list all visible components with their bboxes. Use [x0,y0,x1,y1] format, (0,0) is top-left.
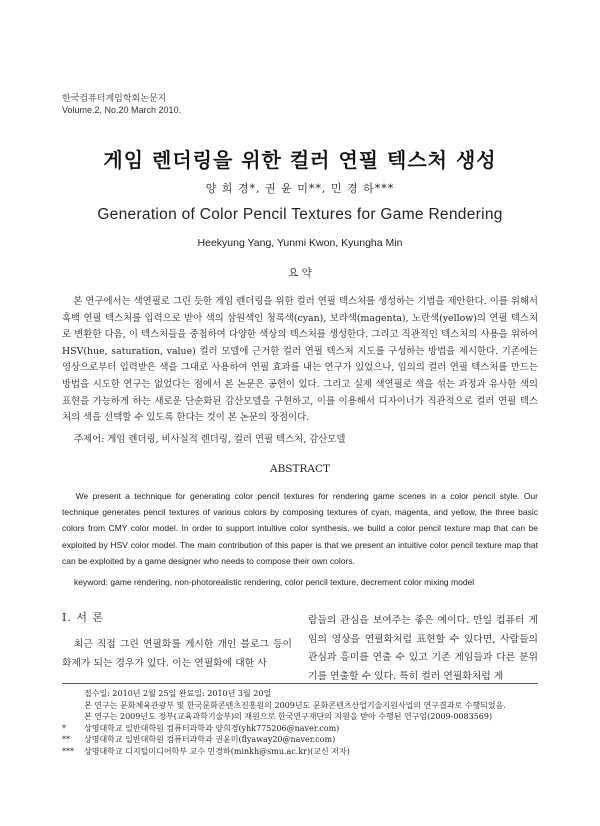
english-authors: Heekyung Yang, Yunmi Kwon, Kyungha Min [197,237,403,249]
korean-keywords: 주제어: 게임 렌더링, 비사실적 렌더링, 컬러 연필 텍스처, 감산모델 [74,434,346,445]
intro-left-column: 최근 직접 그린 연필화를 게시한 개인 블로그 등이 화제가 되는 경우가 있다. 이는 연필화에 대한 사 [62,639,292,669]
korean-abstract-heading: 요 약 [288,267,312,279]
journal-name: 한국컴퓨터게임학회논문지 [62,93,167,103]
footnote-item: ** 상명대학교 일반대학원 컴퓨터과학과 권윤미(flyaway20@naver.com) [62,735,336,745]
footnote-item: 본 연구는 2009년도 정부(교육과학기술부)의 재원으로 한국연구재단의 지원을 받아 수행된 연구임(2009-0083569) [84,712,493,722]
footnote-item: 본 연구는 문화체육관광부 및 한국문화콘텐츠진흥원의 2009년도 문화콘텐츠산업기술지원사업의 연구결과로 수행되었음. [84,700,506,710]
korean-authors: 양 희 경*, 권 윤 미**, 민 경 하*** [205,182,395,195]
journal-header [62,92,181,116]
footnote-divider [62,683,538,684]
footnotes [62,688,538,758]
english-abstract-heading: ABSTRACT [269,463,331,475]
intro-right-column: 람들의 관심을 보여주는 좋은 예이다. 만일 컴퓨터 게임의 영상을 연필화처럼 표현할 수 있다면, 사람들의 관심과 흥미를 연출 수 있고 기존 게임들과 다른 분위기를 연출할 수 있다. 특히 컬러 연필화처럼 게 [308,615,538,682]
english-abstract-body: We present a technique for generating color pencil textures for rendering game scenes in a color pencil style. Our technique generates pencil textures of various colors by composing textures of cyan, magenta, and yellow, the three basic colors from CMY color model. In order to support intuitive color synthesis, we build a color pencil texture map that can be exploited by HSV color model. The main contribution of this paper is that we present an intuitive color pencil texture map that can be exploited by a game designer who needs to compose their own colors. [62,491,538,566]
english-keywords: keyword: game rendering, non-photorealistic rendering, color pencil texture, decrement color mixing model [74,577,475,587]
journal-volume: Volume.2, No.20 March 2010. [62,105,182,115]
korean-title: 게임 렌더링을 위한 컬러 연필 텍스처 생성 [103,148,497,172]
section-title: Ⅰ. 서 론 [62,611,105,624]
footnote-item: * 상명대학교 일반대학원 컴퓨터과학과 양희경(yhk775206@naver.com) [62,723,340,733]
english-title: Generation of Color Pencil Textures for Game Rendering [97,206,503,223]
footnote-item: 접수일: 2010년 2월 25일 완료일: 2010년 3월 20일 [84,689,272,698]
korean-abstract-body: 본 연구에서는 색연필로 그린 듯한 게임 렌더링을 위한 컬러 연필 텍스처를 생성하는 기법을 제안한다. 이를 위해서 흑백 연필 텍스처를 입력으로 받아 색의 삼원색인 청록색(cyan), 보라색(magenta), 노란색(yellow)의 연필 텍스처로 변환한 다음, 이 텍스처들을 중첩하여 다양한 색상의 텍스처를 생성한다. 그리고 직관적인 텍스처의 사용을 위하여 HSV(hue, saturation, value) 컬러 모델에 근거한 컬러 연필 텍스처 지도를 구성하는 방법을 제시한다. 기존에는 영상으로부터 입력받은 색을 그대로 사용하여 연필 효과를 내는 연구가 있었으나, 임의의 컬러 연필 텍스처를 만드는 방법을 시도한 연구는 없었다는 점에서 본 논문은 공헌이 있다. 그리고 실제 색연필로 색을 섞는 과정과 유사한 색의 표현을 가능하게 하는 새로운 단순화된 감산모델을 구현하고, 이를 이용해서 디자이너가 직관적으로 컬러 연필 텍스처의 색을 선택할 수 있도록 한다는 것이 본 논문의 장점이다. [62,296,538,424]
footnote-item: *** 상명대학교 디지털미디어학부 교수 민경하(minkh@smu.ac.kr)(교신 저자) [62,746,350,756]
